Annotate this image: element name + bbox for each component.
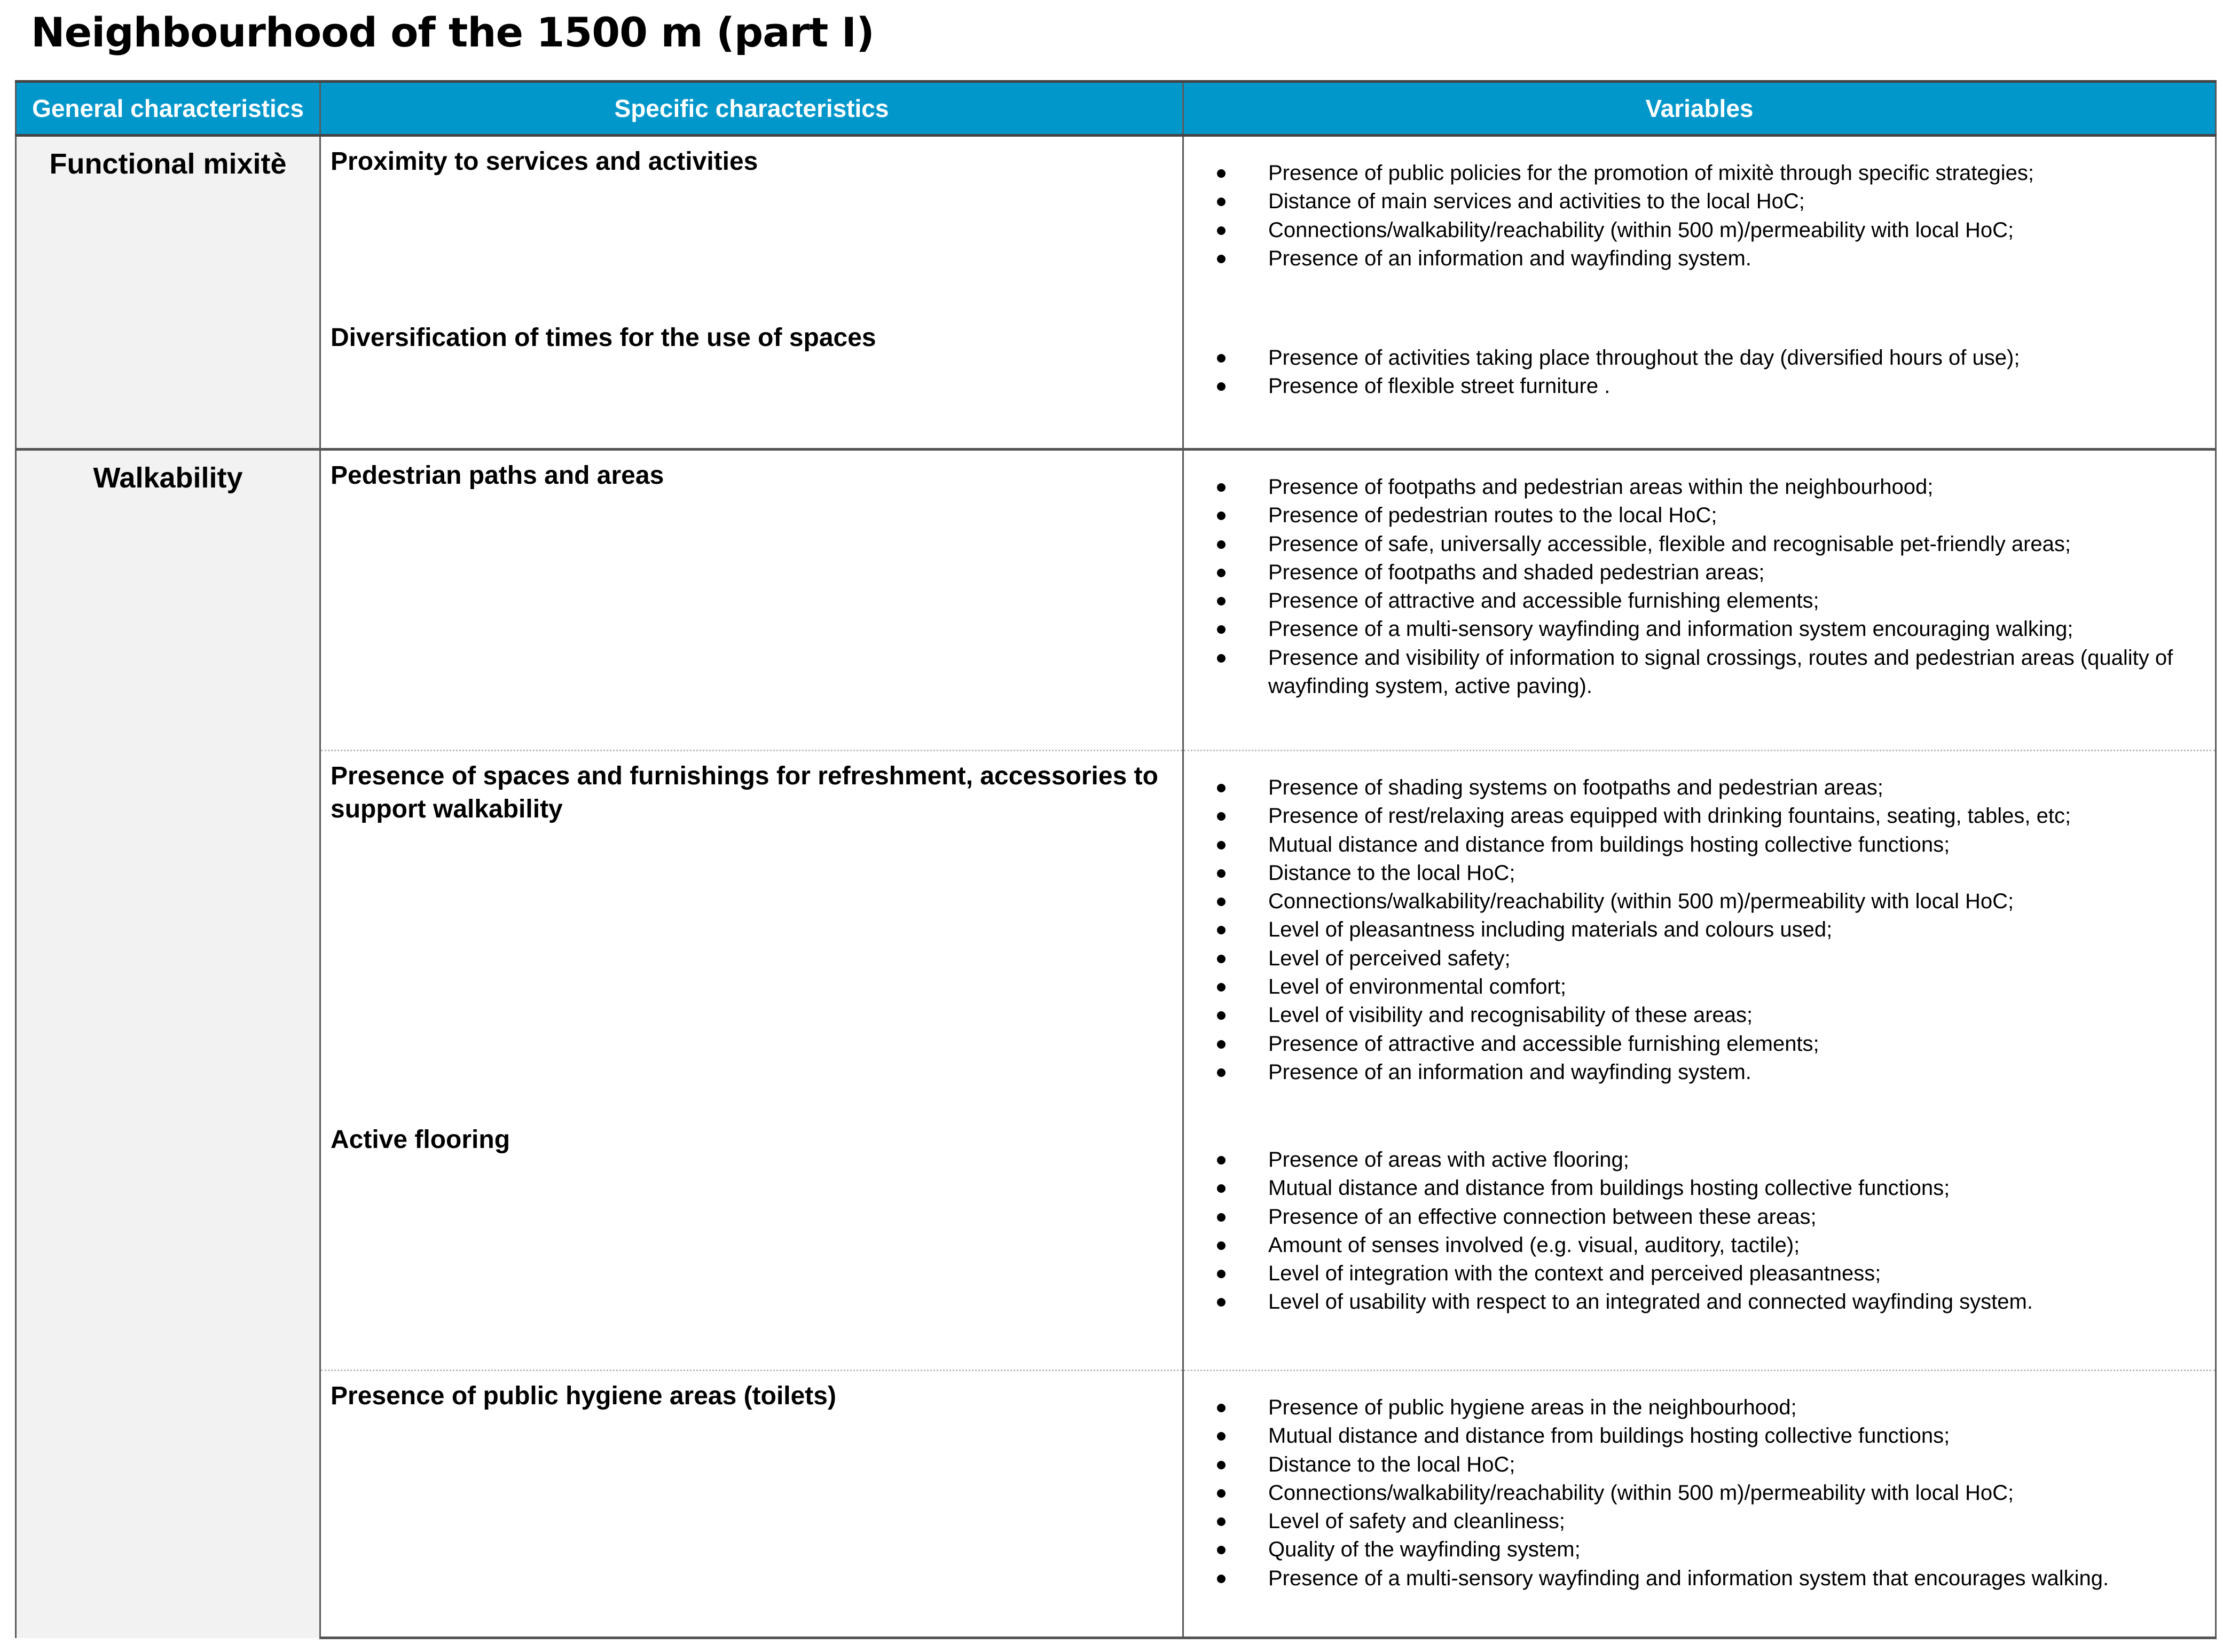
bullet-icon <box>1217 898 1226 906</box>
variable-text: Distance to the local HoC; <box>1268 861 1515 885</box>
bullet-icon <box>1217 540 1226 549</box>
table-body <box>16 136 2216 1638</box>
specific-characteristic-label: Proximity to services and activities <box>331 147 758 176</box>
variable-text: Presence of an information and wayfinding system. <box>1268 246 1751 270</box>
header-general-characteristics: General characteristics <box>16 82 320 136</box>
variables-block <box>1184 751 2194 1123</box>
bullet-icon <box>1217 955 1226 963</box>
variables-list <box>1184 1394 2194 1593</box>
general-characteristic-cell: Walkability <box>16 450 320 1638</box>
bullet-icon <box>1217 382 1226 391</box>
list-item <box>1184 1507 2194 1536</box>
list-item <box>1184 1536 2194 1564</box>
list-item <box>1184 1058 2194 1087</box>
variable-text: Presence of safe, universally accessible, flexible and recognisable pet-friendly areas; <box>1268 532 2071 556</box>
list-item <box>1184 558 2194 587</box>
variables-cell <box>1183 751 2216 1371</box>
specific-characteristic-label: Pedestrian paths and areas <box>331 461 664 490</box>
bullet-icon <box>1217 354 1226 363</box>
list-item <box>1184 1203 2194 1231</box>
bullet-icon <box>1217 1068 1226 1077</box>
specific-characteristic-label: Diversification of times for the use of spaces <box>331 324 876 352</box>
variable-text: Level of pleasantness including materials and colours used; <box>1268 918 1833 942</box>
variable-text: Presence and visibility of information to signal crossings, routes and pedestrian areas (quality of wayfinding system, active paving). <box>1268 646 2173 698</box>
bullet-icon <box>1217 1546 1226 1554</box>
list-item <box>1184 859 2194 887</box>
variable-text: Presence of rest/relaxing areas equipped with drinking fountains, seating, tables, etc; <box>1268 804 2071 828</box>
variables-list <box>1184 774 2194 1087</box>
list-item <box>1184 187 2194 216</box>
list-item <box>1184 1030 2194 1058</box>
bullet-icon <box>1217 1184 1226 1193</box>
list-item <box>1184 1260 2194 1288</box>
variable-text: Presence of attractive and accessible furnishing elements; <box>1268 1032 1819 1056</box>
bullet-icon <box>1217 1461 1226 1469</box>
variables-block <box>1184 321 2194 448</box>
variable-text: Presence of public hygiene areas in the neighbourhood; <box>1268 1396 1797 1419</box>
list-item <box>1184 530 2194 558</box>
list-item <box>1184 587 2194 615</box>
variable-text: Mutual distance and distance from buildings hosting collective functions; <box>1268 1424 1950 1448</box>
bullet-icon <box>1217 1489 1226 1498</box>
bullet-icon <box>1217 983 1226 992</box>
specific-characteristic-label: Presence of spaces and furnishings for refreshment, accessories to support walkability <box>331 762 1158 823</box>
bullet-icon <box>1217 597 1226 605</box>
variable-text: Presence of activities taking place throughout the day (diversified hours of use); <box>1268 346 2020 369</box>
variable-text: Presence of an effective connection between these areas; <box>1268 1205 1817 1229</box>
variable-text: Presence of an information and wayfinding system. <box>1268 1060 1751 1084</box>
bullet-icon <box>1217 1040 1226 1049</box>
bullet-icon <box>1217 1298 1226 1307</box>
bullet-icon <box>1217 1404 1226 1412</box>
variable-text: Level of perceived safety; <box>1268 946 1511 970</box>
specific-characteristic-label: Active flooring <box>331 1126 510 1154</box>
bullet-icon <box>1217 1432 1226 1441</box>
bullet-icon <box>1217 1213 1226 1222</box>
variable-text: Presence of areas with active flooring; <box>1268 1148 1629 1171</box>
variable-text: Level of visibility and recognisability of these areas; <box>1268 1003 1753 1027</box>
specific-characteristics-cell <box>320 136 1183 450</box>
variables-list <box>1184 473 2194 701</box>
specific-characteristic-block <box>331 145 1173 321</box>
table-header-row <box>16 82 2216 136</box>
specific-characteristics-cell <box>320 751 1183 1371</box>
table-row <box>16 751 2216 1371</box>
variable-text: Presence of a multi-sensory wayfinding and information system encouraging walking; <box>1268 617 2073 641</box>
list-item <box>1184 344 2194 372</box>
bullet-icon <box>1217 812 1226 821</box>
bullet-icon <box>1217 926 1226 934</box>
bullet-icon <box>1217 841 1226 849</box>
specific-characteristic-block <box>331 321 1173 448</box>
specific-characteristics-cell <box>320 1371 1183 1638</box>
bullet-icon <box>1217 169 1226 178</box>
variable-text: Level of integration with the context and perceived pleasantness; <box>1268 1262 1881 1286</box>
list-item <box>1184 887 2194 916</box>
list-item <box>1184 501 2194 530</box>
general-characteristic-cell: Functional mixitè <box>16 136 320 450</box>
variable-text: Presence of footpaths and shaded pedestrian areas; <box>1268 560 1765 584</box>
list-item <box>1184 615 2194 643</box>
bullet-icon <box>1217 1241 1226 1250</box>
variables-list <box>1184 344 2194 401</box>
variables-block <box>1184 451 2194 750</box>
list-item <box>1184 1231 2194 1260</box>
variable-text: Presence of attractive and accessible furnishing elements; <box>1268 589 1819 613</box>
specific-characteristic-block <box>331 1123 1173 1370</box>
variables-cell <box>1183 1371 2216 1638</box>
bullet-icon <box>1217 1270 1226 1278</box>
variable-text: Level of safety and cleanliness; <box>1268 1509 1565 1533</box>
specific-characteristic-block <box>331 760 1173 1123</box>
variable-text: Amount of senses involved (e.g. visual, auditory, tactile); <box>1268 1233 1800 1257</box>
bullet-icon <box>1217 512 1226 520</box>
list-item <box>1184 245 2194 273</box>
header-variables: Variables <box>1183 82 2216 136</box>
list-item <box>1184 1001 2194 1029</box>
list-item <box>1184 1564 2194 1593</box>
variable-text: Presence of shading systems on footpaths and pedestrian areas; <box>1268 776 1883 799</box>
variables-list <box>1184 1146 2194 1317</box>
characteristics-table <box>15 80 2217 1639</box>
variable-text: Connections/walkability/reachability (within 500 m)/permeability with local HoC; <box>1268 218 2014 242</box>
bullet-icon <box>1217 569 1226 577</box>
list-item <box>1184 774 2194 802</box>
list-item <box>1184 831 2194 859</box>
bullet-icon <box>1217 226 1226 235</box>
variable-text: Mutual distance and distance from buildings hosting collective functions; <box>1268 1176 1950 1200</box>
variables-list <box>1184 159 2194 273</box>
specific-characteristic-label: Presence of public hygiene areas (toilets) <box>331 1382 836 1410</box>
list-item <box>1184 644 2194 701</box>
bullet-icon <box>1217 483 1226 492</box>
list-item <box>1184 802 2194 830</box>
variables-block <box>1184 1123 2194 1370</box>
bullet-icon <box>1217 654 1226 663</box>
variable-text: Presence of public policies for the promotion of mixitè through specific strategies; <box>1268 161 2035 185</box>
bullet-icon <box>1217 1011 1226 1020</box>
variable-text: Distance of main services and activities to the local HoC; <box>1268 190 1805 214</box>
variable-text: Presence of a multi-sensory wayfinding and information system that encourages walking. <box>1268 1566 2109 1590</box>
bullet-icon <box>1217 255 1226 263</box>
specific-characteristic-block <box>331 459 1173 750</box>
list-item <box>1184 1451 2194 1479</box>
variables-block <box>1184 137 2194 321</box>
bullet-icon <box>1217 1156 1226 1165</box>
list-item <box>1184 973 2194 1001</box>
variable-text: Quality of the wayfinding system; <box>1268 1538 1581 1562</box>
variable-text: Presence of flexible street furniture . <box>1268 374 1611 398</box>
list-item <box>1184 1146 2194 1174</box>
variable-text: Level of environmental comfort; <box>1268 975 1567 999</box>
variable-text: Level of usability with respect to an integrated and connected wayfinding system. <box>1268 1290 2033 1314</box>
bullet-icon <box>1217 1517 1226 1526</box>
variables-block <box>1184 1371 2194 1637</box>
bullet-icon <box>1217 198 1226 206</box>
specific-characteristics-cell <box>320 450 1183 751</box>
bullet-icon <box>1217 625 1226 634</box>
variables-cell <box>1183 450 2216 751</box>
header-specific-characteristics: Specific characteristics <box>320 82 1183 136</box>
list-item <box>1184 159 2194 187</box>
variable-text: Connections/walkability/reachability (within 500 m)/permeability with local HoC; <box>1268 1481 2014 1505</box>
variable-text: Presence of pedestrian routes to the local HoC; <box>1268 504 1717 528</box>
list-item <box>1184 1288 2194 1316</box>
list-item <box>1184 1394 2194 1422</box>
variable-text: Presence of footpaths and pedestrian areas within the neighbourhood; <box>1268 475 1934 499</box>
list-item <box>1184 1422 2194 1450</box>
variable-text: Mutual distance and distance from buildings hosting collective functions; <box>1268 832 1950 856</box>
variables-cell <box>1183 136 2216 450</box>
list-item <box>1184 1174 2194 1202</box>
variable-text: Distance to the local HoC; <box>1268 1452 1515 1476</box>
list-item <box>1184 945 2194 973</box>
bullet-icon <box>1217 784 1226 792</box>
list-item <box>1184 1479 2194 1507</box>
bullet-icon <box>1217 1575 1226 1583</box>
table-row <box>16 450 2216 751</box>
page-title: Neighbourhood of the 1500 m (part I) <box>31 9 874 56</box>
list-item <box>1184 916 2194 944</box>
table-row <box>16 136 2216 450</box>
list-item <box>1184 473 2194 501</box>
specific-characteristic-block <box>331 1380 1173 1637</box>
bullet-icon <box>1217 869 1226 878</box>
list-item <box>1184 372 2194 400</box>
variable-text: Connections/walkability/reachability (within 500 m)/permeability with local HoC; <box>1268 890 2014 914</box>
list-item <box>1184 216 2194 245</box>
table-row <box>16 1371 2216 1638</box>
